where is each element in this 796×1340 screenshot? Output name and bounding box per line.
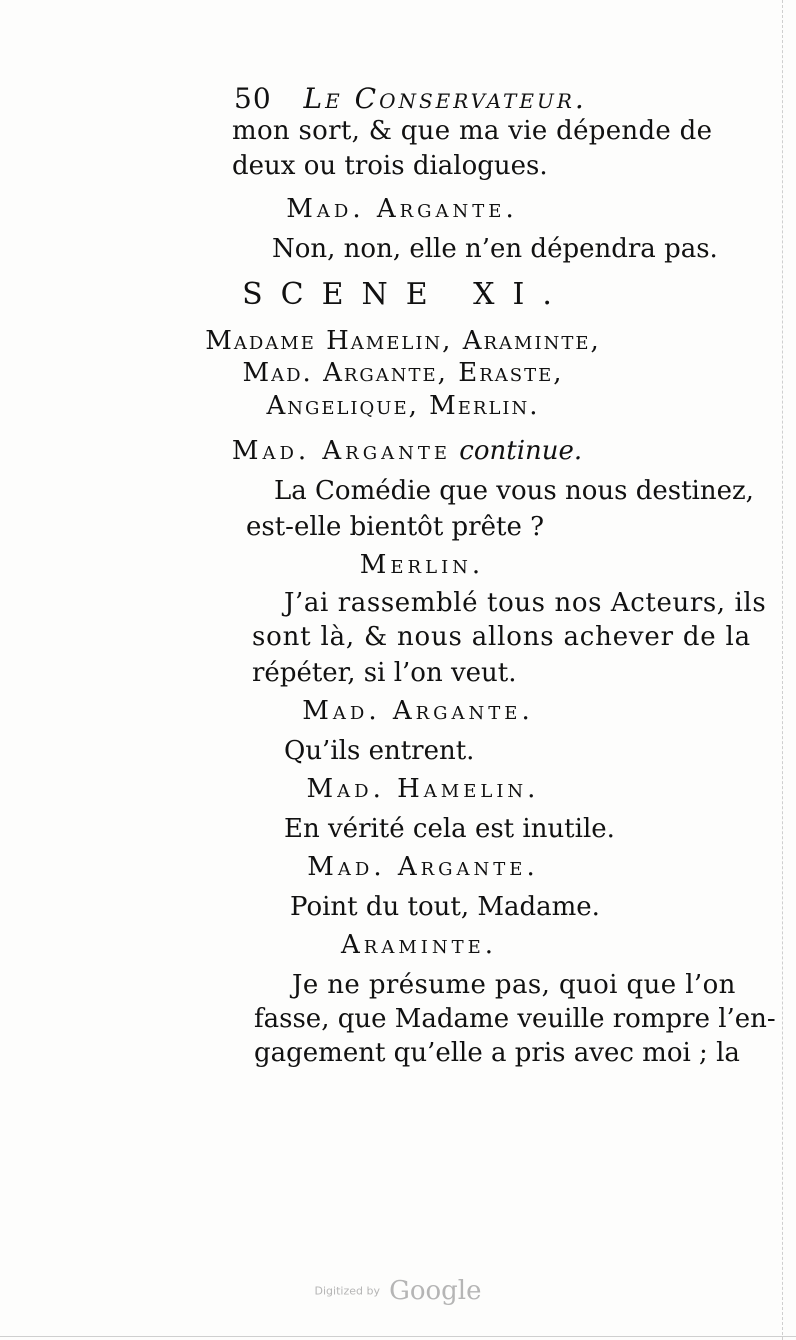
body-line: Je ne présume pas, quoi que l’on [292,970,736,1000]
running-title: Le Conservateur. [303,82,587,115]
cast-line: Angelique, Merlin. [266,391,540,421]
body-line: En vérité cela est inutile. [284,814,615,844]
speaker-line [0,438,796,464]
body-line: Non, non, elle n’en dépendra pas. [272,234,718,264]
running-header [234,82,587,115]
body-line: deux ou trois dialogues. [232,151,548,181]
body-line: Qu’ils entrent. [284,736,475,766]
body-line: fasse, que Madame veuille rompre l’en- [254,1004,776,1034]
watermark-brand: Google [389,1276,482,1306]
digitization-watermark [0,1276,796,1306]
scene-heading: SCENE XI. [242,277,570,312]
speaker-name: Merlin. [359,550,485,580]
body-line: sont là, & nous allons achever de la [252,622,751,652]
body-line: mon sort, & que ma vie dépende de [232,116,713,146]
speaker-name: Mad. Argante [231,436,452,466]
cast-line: Mad. Argante, Eraste, [242,358,564,388]
speaker-name: Mad. Argante. [286,194,518,224]
stage-direction: continue. [459,436,583,466]
body-line: est-elle bientôt prête ? [246,512,545,542]
speaker-name: Mad. Hamelin. [306,774,540,804]
speaker-name: Mad. Argante. [307,852,539,882]
body-line: gagement qu’elle a pris avec moi ; la [254,1038,740,1068]
body-line: répéter, si l’on veut. [252,658,517,688]
body-line: Point du tout, Madame. [290,892,600,922]
speaker-name: Mad. Argante. [302,696,534,726]
body-line: J’ai rassemblé tous nos Acteurs, ils [284,588,767,618]
speaker-name: Araminte. [340,930,498,960]
watermark-prefix: Digitized by [314,1284,380,1298]
cast-line: Madame Hamelin, Araminte, [205,326,601,356]
page-number: 50 [234,82,272,115]
page-bottom-edge [0,1336,796,1337]
body-line: La Comédie que vous nous destinez, [274,476,754,506]
page-edge [782,0,783,1340]
